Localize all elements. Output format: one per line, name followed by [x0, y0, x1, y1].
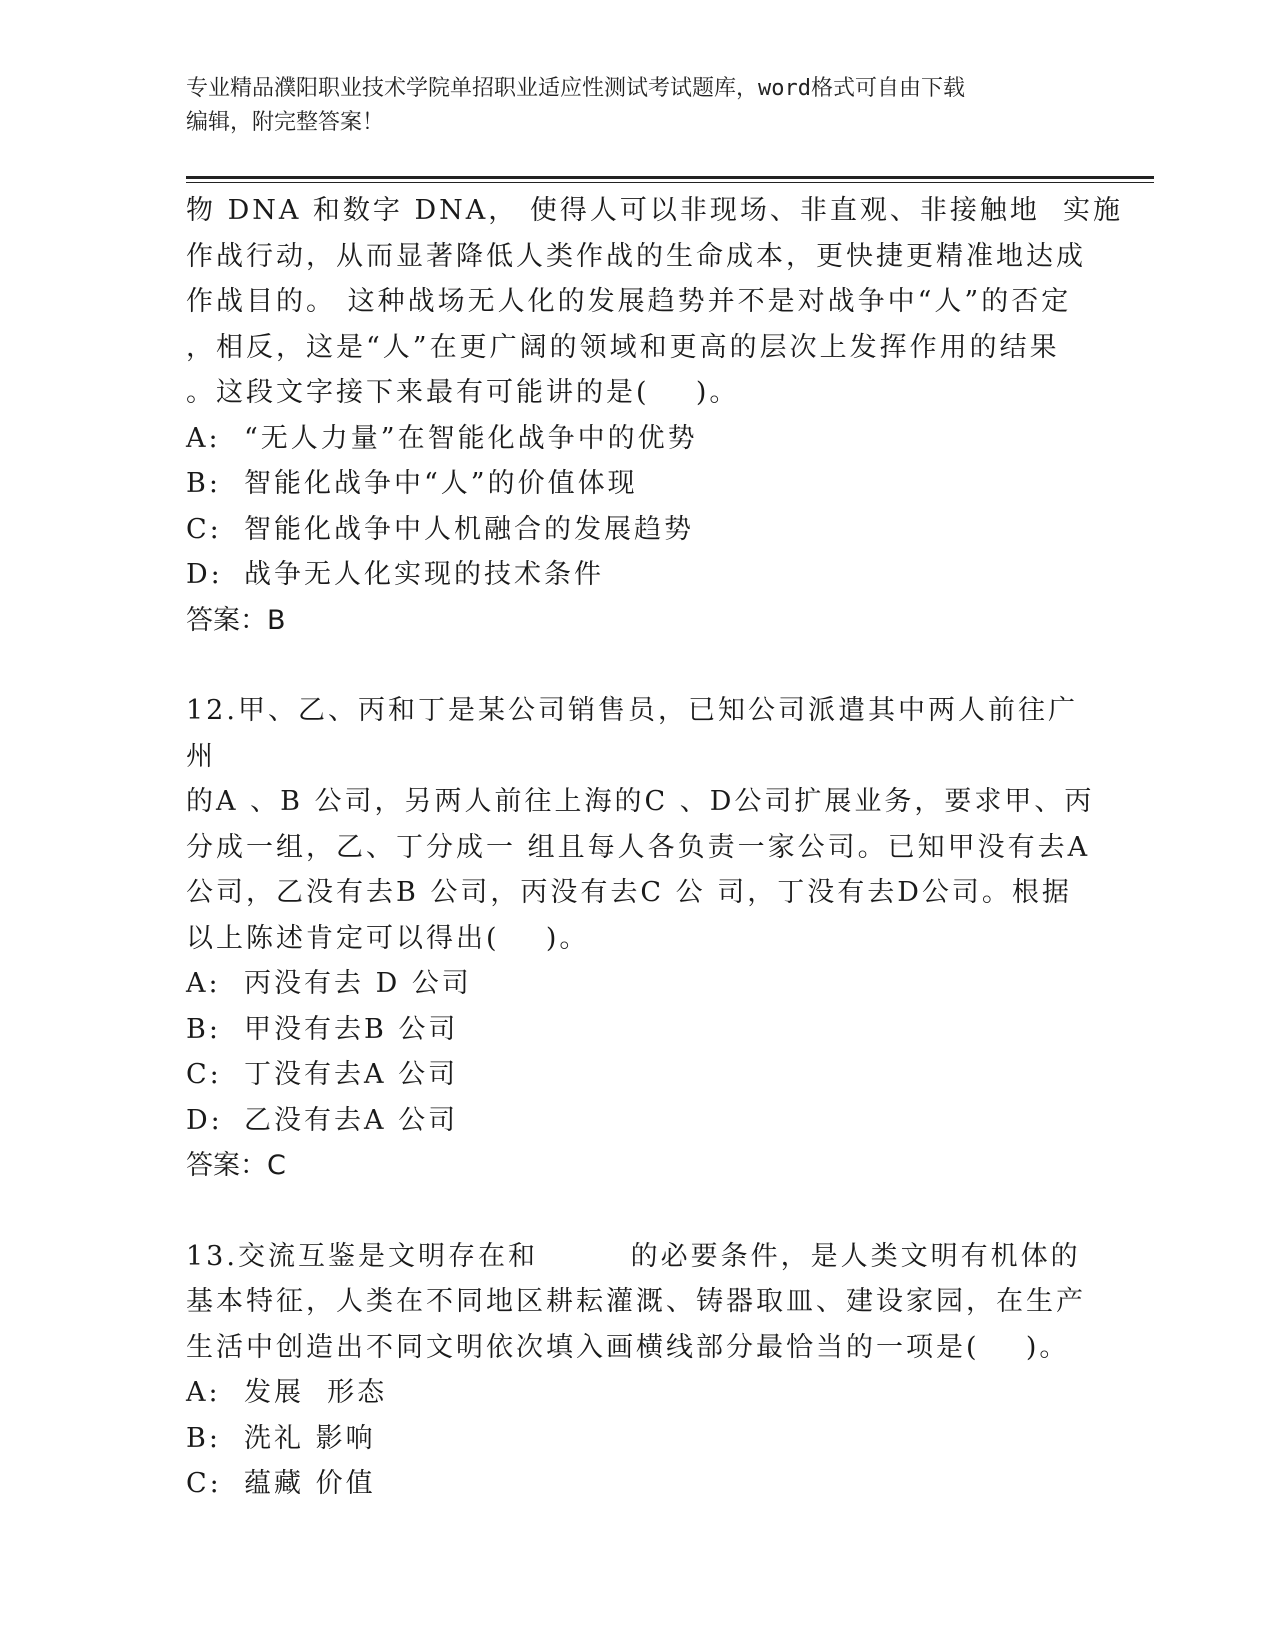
answer-label: 答案：C: [186, 1150, 286, 1181]
header-line-2: 编辑，附完整答案！: [186, 110, 385, 135]
question-stem-line: 12.甲、乙、丙和丁是某公司销售员，已知公司派遣其中两人前往广州: [186, 695, 1078, 772]
option-text: 洗礼 影响: [244, 1422, 376, 1454]
option-b: [186, 461, 1106, 507]
option-letter: A:: [186, 422, 221, 454]
question-stem-line: 的A 、B 公司，另两人前往上海的C 、D公司扩展业务，要求甲、丙: [186, 786, 1095, 817]
option-letter: D:: [186, 559, 223, 590]
option-text: 丁没有去A 公司: [244, 1059, 459, 1090]
option-text: 战争无人化实现的技术条件: [244, 559, 604, 590]
question-12: [186, 688, 1106, 1189]
question-stem-line: 作战行动，从而显著降低人类作战的生命成本，更快捷更精准地达成: [186, 240, 1086, 272]
option-letter: D:: [186, 1104, 223, 1136]
option-b: [186, 1007, 1106, 1053]
option-a: [186, 1370, 1106, 1416]
option-text: 丙没有去 D 公司: [244, 968, 472, 999]
question-stem-line: 以上陈述肯定可以得出( )。: [186, 922, 590, 954]
page-header: [186, 72, 1106, 140]
option-text: 智能化战争中人机融合的发展趋势: [244, 513, 694, 545]
question-stem-line: 13.交流互鉴是文明存在和 的必要条件，是人类文明有机体的: [186, 1240, 1081, 1272]
option-text: 乙没有去A 公司: [244, 1104, 459, 1136]
header-divider-thin: [186, 182, 1154, 183]
option-letter: B:: [186, 1013, 221, 1045]
option-letter: C:: [186, 513, 222, 545]
option-c: [186, 1461, 1106, 1507]
option-a: [186, 416, 1106, 462]
option-letter: A:: [186, 968, 221, 999]
question-stem-line: 分成一组，乙、丁分成一 组且每人各负责一家公司。已知甲没有去A: [186, 831, 1091, 863]
header-divider-thick: [186, 176, 1154, 179]
option-c: [186, 1052, 1106, 1098]
answer-label: 答案：B: [186, 604, 286, 636]
option-text: 发展 形态: [244, 1377, 388, 1408]
option-letter: C:: [186, 1468, 222, 1499]
option-d: [186, 552, 1106, 598]
spacer: [186, 1189, 1106, 1234]
option-letter: B:: [186, 1422, 221, 1454]
option-letter: C:: [186, 1059, 222, 1090]
question-stem-line: 作战目的。 这种战场无人化的发展趋势并不是对战争中“人”的否定: [186, 286, 1072, 317]
question-stem-line: ，相反，这是“人”在更广阔的领域和更高的层次上发挥作用的结果: [186, 331, 1060, 363]
question-stem-line: 公司，乙没有去B 公司，丙没有去C 公 司，丁没有去D公司。根据: [186, 877, 1072, 908]
question-stem-line: 。这段文字接下来最有可能讲的是( )。: [186, 377, 740, 408]
spacer: [186, 643, 1106, 688]
option-text: 智能化战争中“人”的价值体现: [244, 468, 638, 499]
option-text: “无人力量”在智能化战争中的优势: [244, 422, 698, 454]
option-c: [186, 507, 1106, 553]
option-a: [186, 961, 1106, 1007]
option-d: [186, 1098, 1106, 1144]
option-text: 甲没有去B 公司: [244, 1013, 459, 1045]
question-11: [186, 188, 1124, 643]
option-letter: A:: [186, 1377, 221, 1408]
header-line-1: 专业精品濮阳职业技术学院单招职业适应性测试考试题库，word格式可自由下载: [186, 76, 965, 101]
option-text: 蕴藏 价值: [244, 1468, 376, 1499]
option-b: [186, 1416, 1106, 1462]
question-stem-line: 基本特征，人类在不同地区耕耘灌溉、铸器取皿、建设家园，在生产: [186, 1286, 1086, 1317]
option-letter: B:: [186, 468, 221, 499]
question-stem-line: 物 DNA 和数字 DNA， 使得人可以非现场、非直观、非接触地 实施: [186, 195, 1124, 226]
question-13: [186, 1234, 1106, 1507]
question-stem-line: 生活中创造出不同文明依次填入画横线部分最恰当的一项是( )。: [186, 1331, 1070, 1363]
document-body: [186, 188, 1124, 1507]
